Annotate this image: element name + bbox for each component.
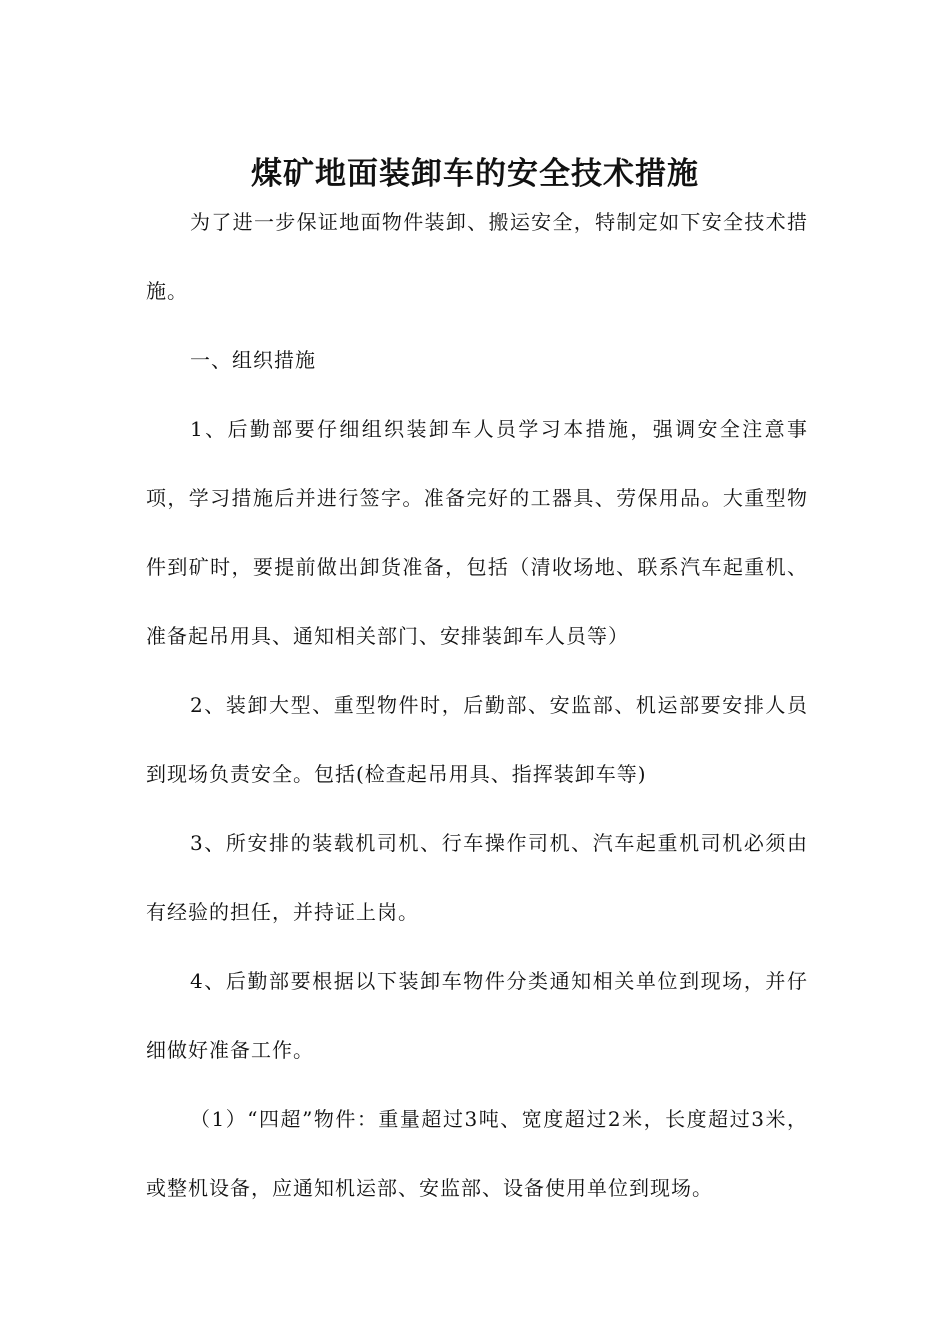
paragraph-subitem-1: （1）“四超”物件：重量超过3吨、宽度超过2米，长度超过3米，或整机设备，应通知机运部、安监部、设备使用单位到现场。 [146, 1107, 808, 1200]
section-heading-organization: 一、组织措施 [190, 348, 316, 372]
paragraph-item-3: 3、所安排的装载机司机、行车操作司机、汽车起重机司机必须由有经验的担任，并持证上岗。 [146, 831, 808, 924]
paragraph-item-4: 4、后勤部要根据以下装卸车物件分类通知相关单位到现场，并仔细做好准备工作。 [146, 969, 808, 1062]
paragraph-intro: 为了进一步保证地面物件装卸、搬运安全，特制定如下安全技术措施。 [146, 210, 808, 303]
paragraph-item-2: 2、装卸大型、重型物件时，后勤部、安监部、机运部要安排人员到现场负责安全。包括(检查起吊用具、指挥装卸车等) [146, 693, 808, 786]
paragraph-item-1: 1、后勤部要仔细组织装卸车人员学习本措施，强调安全注意事项，学习措施后并进行签字。准备完好的工器具、劳保用品。大重型物件到矿时，要提前做出卸货准备，包括（清收场地、联系汽车起重机、准备起吊用具、通知相关部门、安排装卸车人员等） [146, 417, 808, 648]
document-title: 煤矿地面装卸车的安全技术措施 [251, 155, 699, 192]
document-body [146, 188, 808, 1223]
